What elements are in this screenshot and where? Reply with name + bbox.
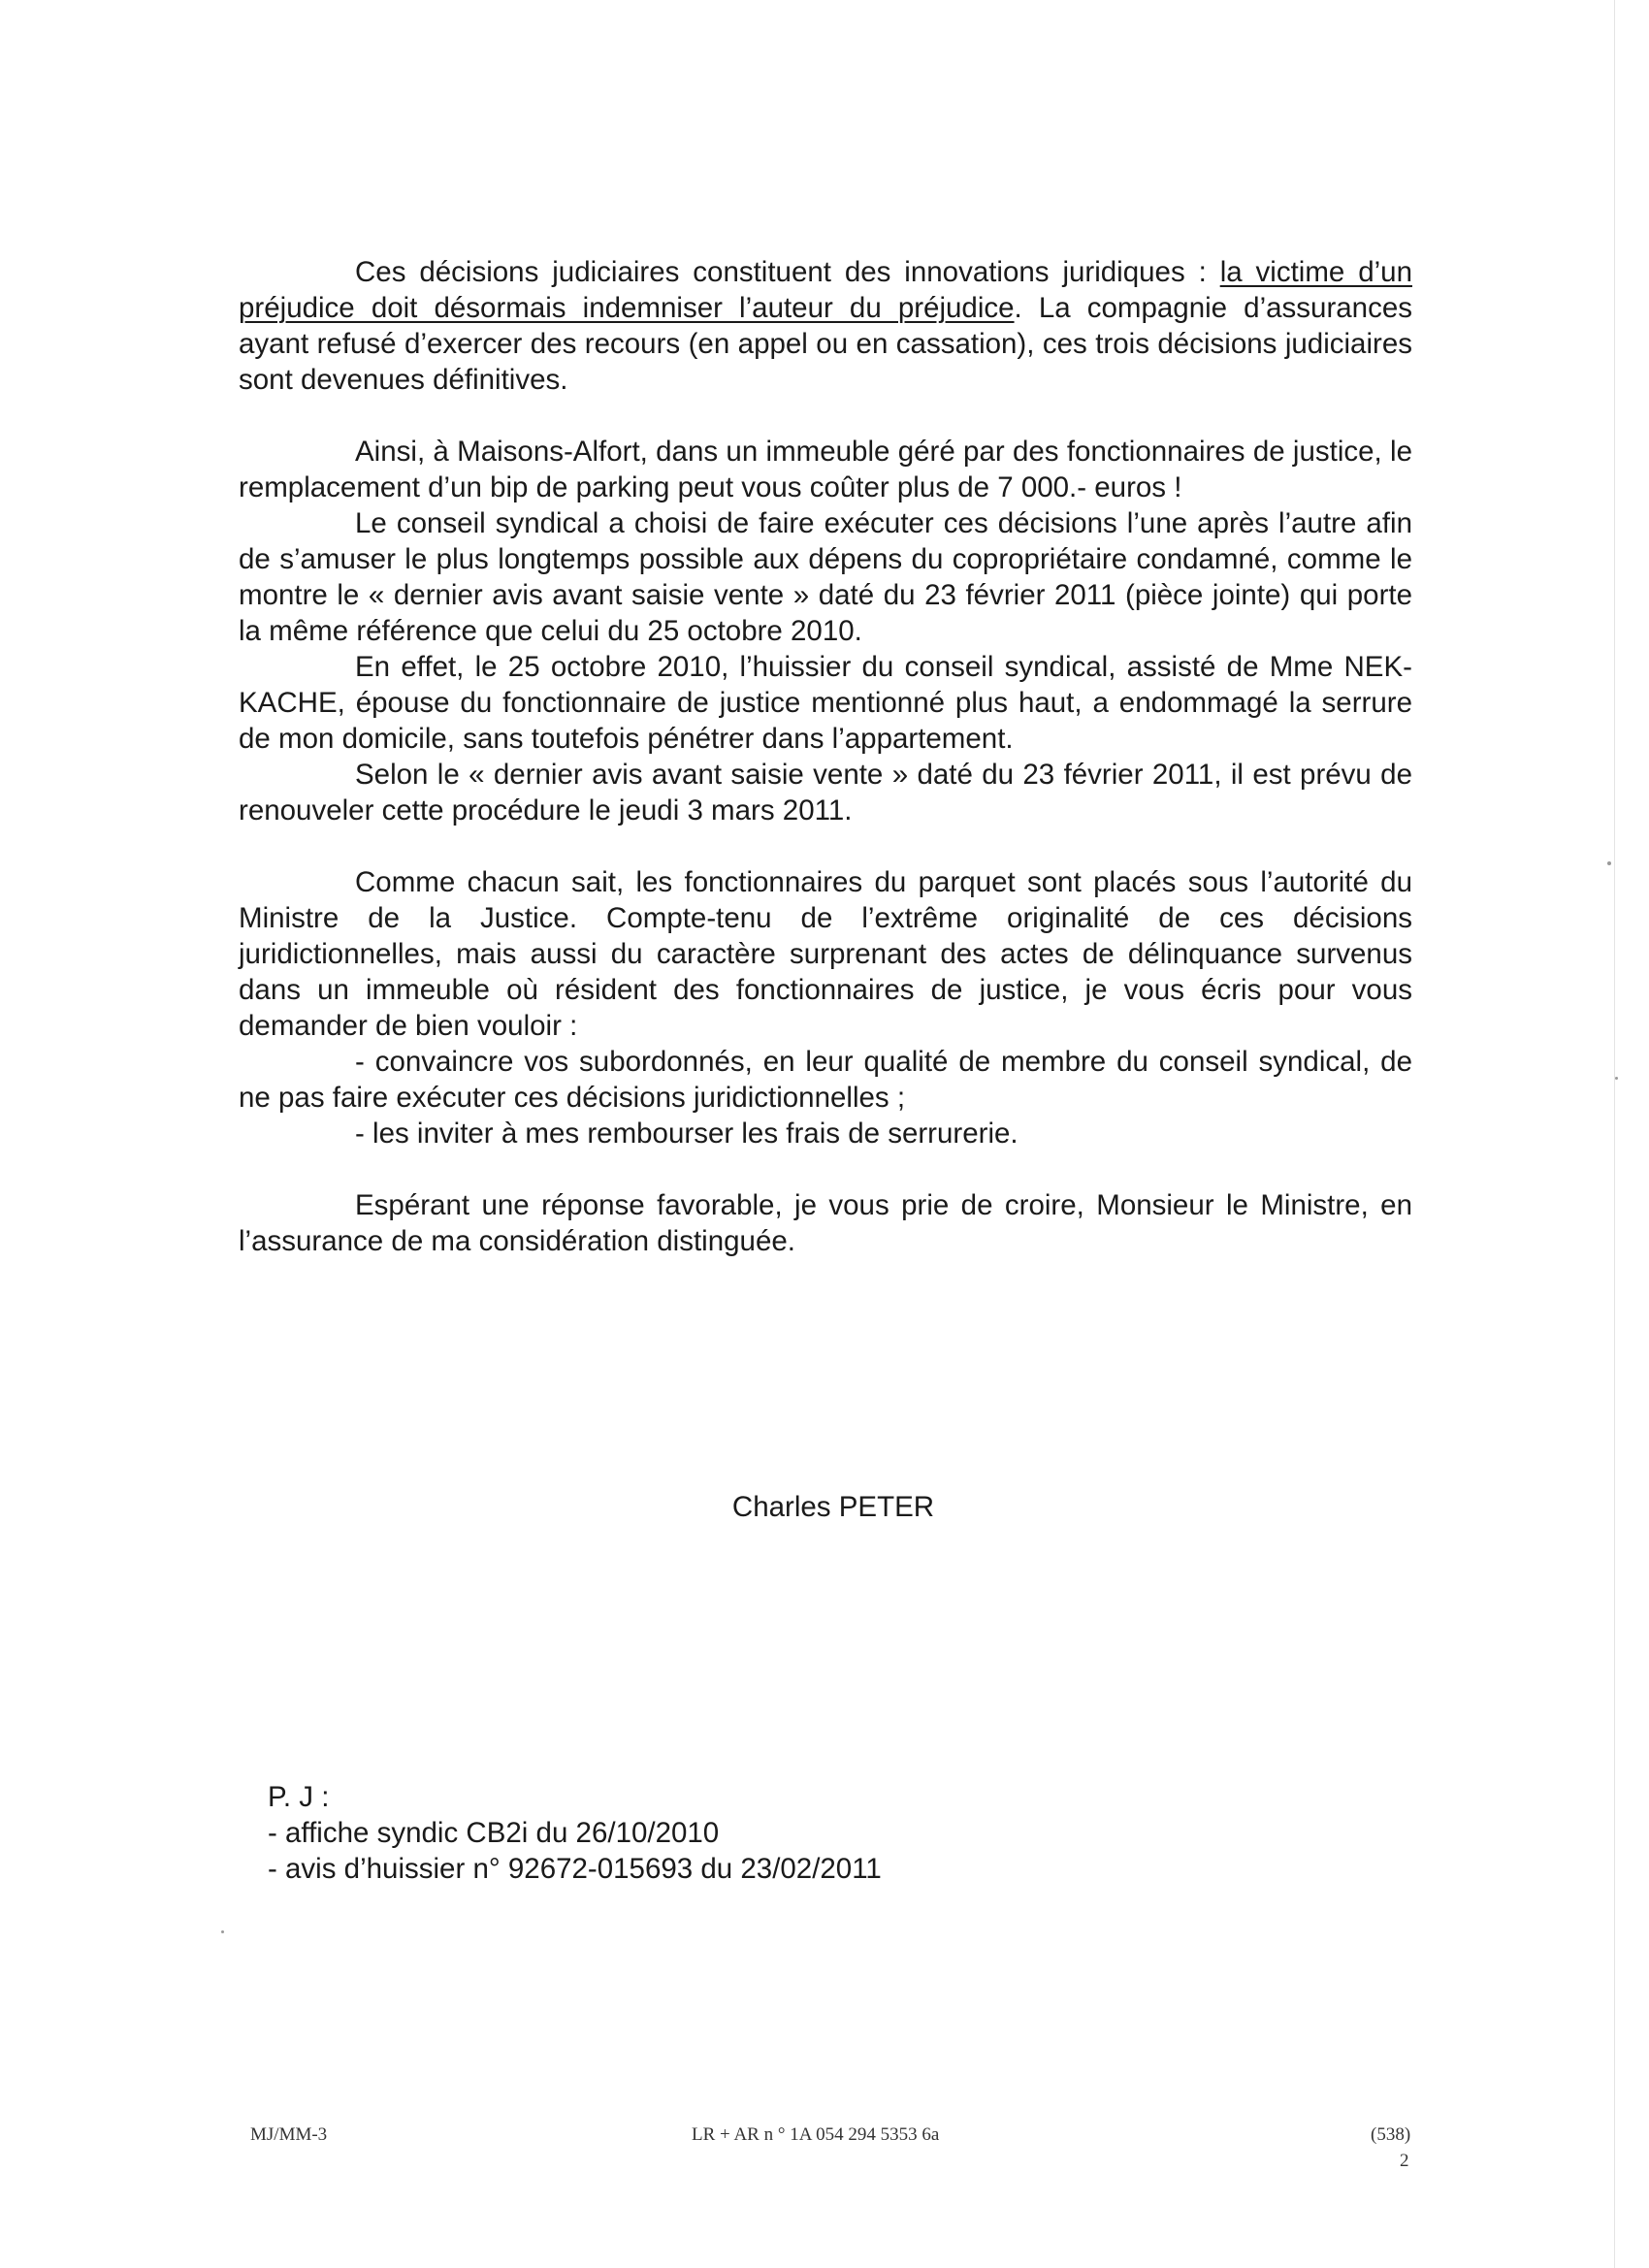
scan-speck xyxy=(1615,1077,1618,1080)
paragraph-1-tail: . La compagnie d’assurances ayant refusé d’exercer des recours (en appel ou en cassation), ces trois décisions judiciaires sont devenues définitives. xyxy=(239,292,1412,396)
underlined-statement: la victime d’un préjudice doit désormais indemniser l’auteur du préjudice xyxy=(239,256,1412,324)
signature-name: Charles PETER xyxy=(731,1491,935,1523)
page-number: 2 xyxy=(1400,2151,1409,2171)
footer-registered-mail-number: LR + AR n ° 1A 054 294 5353 6a xyxy=(692,2124,940,2145)
paragraph-2: Ainsi, à Maisons-Alfort, dans un immeuble géré par des fonctionnaires de justice, le remplacement d’un bip de parking peut vous coûter plus de 7 000.- euros ! xyxy=(239,436,1412,503)
footer-document-code: (538) xyxy=(1371,2124,1411,2145)
paragraph-4: En effet, le 25 octobre 2010, l’huissier du conseil syndical, assisté de Mme NEK-KACHE, épouse du fonctionnaire de justice mentionné plus haut, a endommagé la serrure de mon domicile, sans toutefois pénétrer dans l’appartement. xyxy=(239,651,1412,755)
footer-reference: MJ/MM-3 xyxy=(250,2124,328,2145)
attachment-item: - affiche syndic CB2i du 26/10/2010 xyxy=(268,1817,720,1849)
scan-speck xyxy=(221,1930,224,1933)
attachments-heading: P. J : xyxy=(268,1781,330,1813)
scan-edge-line xyxy=(1614,0,1615,2268)
paragraph-1-lead: Ces décisions judiciaires constituent des innovations juridiques : xyxy=(355,256,1220,288)
paragraph-3: Le conseil syndical a choisi de faire exécuter ces décisions l’une après l’autre afin de s’amuser le plus longtemps possible aux dépens du copropriétaire condamné, comme le montre le « dernier avis avant saisie vente » daté du 23 février 2011 (pièce jointe) qui porte la même référence que celui du 25 octobre 2010. xyxy=(239,507,1412,647)
letter-body xyxy=(239,254,1412,1259)
paragraph-5: Selon le « dernier avis avant saisie vente » daté du 23 février 2011, il est prévu de renouveler cette procédure le jeudi 3 mars 2011. xyxy=(239,759,1412,826)
request-item-1: - convaincre vos subordonnés, en leur qualité de membre du conseil syndical, de ne pas faire exécuter ces décisions juridictionnelles ; xyxy=(239,1046,1412,1114)
scan-speck xyxy=(1607,861,1611,865)
paragraph-1 xyxy=(239,254,1412,398)
paragraph-6: Comme chacun sait, les fonctionnaires du parquet sont placés sous l’autorité du Ministre de la Justice. Compte-tenu de l’extrême originalité de ces décisions juridictionnelles, mais aussi du caractère surprenant des actes de délinquance survenus dans un immeuble où résident des fonctionnaires de justice, je vous écris pour vous demander de bien vouloir : xyxy=(239,866,1412,1042)
closing-paragraph: Espérant une réponse favorable, je vous prie de croire, Monsieur le Ministre, en l’assurance de ma considération distinguée. xyxy=(239,1189,1412,1257)
attachment-item: - avis d’huissier n° 92672-015693 du 23/02/2011 xyxy=(268,1853,882,1885)
request-item-2: - les inviter à mes rembourser les frais de serrurerie. xyxy=(355,1118,1018,1150)
attachments-list xyxy=(268,1779,882,1887)
